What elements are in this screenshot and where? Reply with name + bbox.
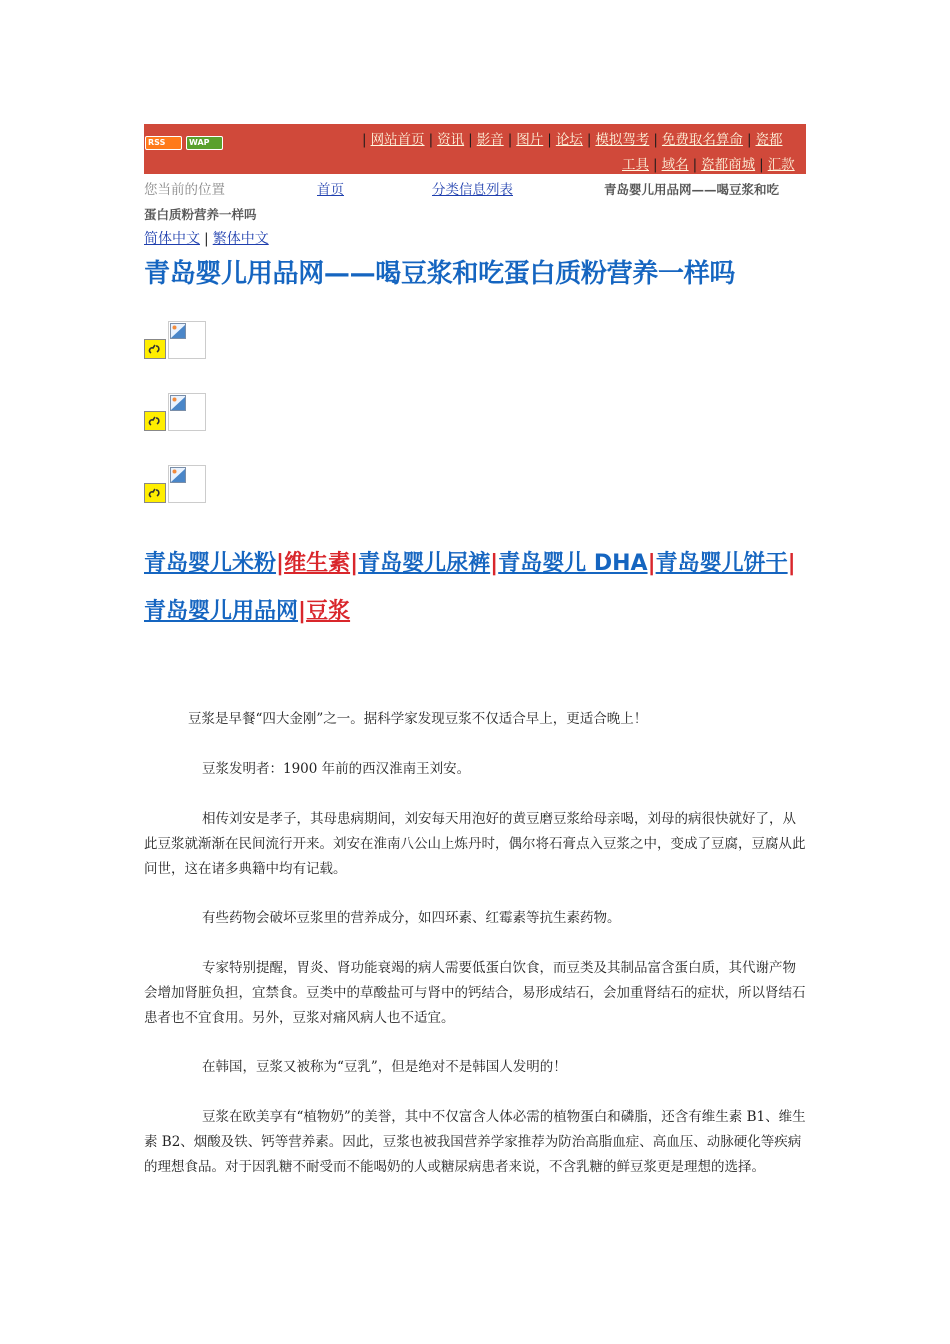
paragraph-1: 豆浆是早餐“四大金刚”之一。据科学家发现豆浆不仅适合早上，更适合晚上！ [188, 711, 648, 727]
tag-link-soymilk[interactable]: 豆浆 [306, 599, 351, 624]
nav-line-2: 工具 | 域名 | 瓷都商城 | 汇款 [622, 157, 795, 173]
image-placeholder-3 [144, 465, 204, 501]
nav-forum[interactable]: 论坛 [555, 132, 583, 148]
nav-naming[interactable]: 免费取名算命 [661, 132, 743, 148]
breadcrumb-home[interactable]: 首页 [317, 182, 344, 198]
language-switch: 简体中文 | 繁体中文 [144, 231, 269, 247]
wap-badge[interactable]: WAP [186, 136, 223, 150]
nav-cidu[interactable]: 瓷都 [755, 132, 783, 148]
nav-domain[interactable]: 域名 [661, 157, 689, 173]
picture-icon [170, 323, 186, 339]
broken-image-icon [144, 411, 166, 431]
tag-link-rice-cereal[interactable]: 青岛婴儿米粉 [144, 551, 277, 576]
nav-remit[interactable]: 汇款 [767, 157, 795, 173]
tag-link-biscuits[interactable]: 青岛婴儿饼干 [655, 551, 788, 576]
lang-simplified[interactable]: 简体中文 [144, 231, 200, 247]
image-placeholder-2 [144, 393, 204, 429]
breadcrumb-list[interactable]: 分类信息列表 [432, 182, 513, 198]
picture-icon [170, 395, 186, 411]
paragraph-2: 豆浆发明者：1900 年前的西汉淮南王刘安。 [202, 761, 471, 777]
nav-video[interactable]: 影音 [476, 132, 504, 148]
breadcrumb-current-cont: 蛋白质粉营养一样吗 [144, 207, 257, 222]
nav-mall[interactable]: 瓷都商城 [701, 157, 756, 173]
rss-badge[interactable]: RSS [145, 136, 182, 150]
nav-driving-test[interactable]: 模拟驾考 [595, 132, 650, 148]
lang-traditional[interactable]: 繁体中文 [212, 231, 269, 247]
page-title: 青岛婴儿用品网——喝豆浆和吃蛋白质粉营养一样吗 [144, 259, 736, 289]
paragraph-7: 豆浆在欧美享有“植物奶”的美誉，其中不仅富含人体必需的植物蛋白和磷脂，还含有维生素 B1、维生素 B2、烟酸及铁、钙等营养素。因此，豆浆也被我国营养学家推荐为防治高脂血症、高血压、动脉硬化等疾病的理想食品。对于因乳糖不耐受而不能喝奶的人或糖尿病患者来说，不含乳糖的鲜豆浆更是理想的选择。 [144, 1109, 806, 1175]
nav-pictures[interactable]: 图片 [516, 132, 544, 148]
paragraph-6: 在韩国，豆浆又被称为“豆乳”，但是绝对不是韩国人发明的！ [202, 1059, 567, 1075]
header-bar [144, 124, 806, 174]
broken-image-icon [144, 339, 166, 359]
image-frame [168, 465, 206, 503]
nav-news[interactable]: 资讯 [437, 132, 465, 148]
paragraph-4: 有些药物会破坏豆浆里的营养成分，如四环素、红霉素等抗生素药物。 [202, 910, 621, 926]
broken-image-icon [144, 483, 166, 503]
nav-line-1: | 网站首页 | 资讯 | 影音 | 图片 | 论坛 | 模拟驾考 | 免费取名算命 | 瓷都 [362, 132, 783, 148]
image-frame [168, 321, 206, 359]
image-placeholder-1 [144, 321, 204, 357]
tag-link-vitamin[interactable]: 维生素 [284, 551, 351, 576]
image-frame [168, 393, 206, 431]
nav-tools[interactable]: 工具 [622, 157, 649, 173]
picture-icon [170, 467, 186, 483]
tag-link-diapers[interactable]: 青岛婴儿尿裤 [358, 551, 491, 576]
feed-badges [145, 136, 223, 150]
paragraph-3: 相传刘安是孝子，其母患病期间，刘安每天用泡好的黄豆磨豆浆给母亲喝，刘母的病很快就好了，从此豆浆就渐渐在民间流行开来。刘安在淮南八公山上炼丹时，偶尔将石膏点入豆浆之中，变成了豆腐，豆腐从此问世，这在诸多典籍中均有记载。 [144, 811, 806, 877]
breadcrumb-current: 青岛婴儿用品网——喝豆浆和吃 [604, 182, 780, 197]
nav-home[interactable]: 网站首页 [370, 132, 425, 148]
paragraph-5: 专家特别提醒，胃炎、肾功能衰竭的病人需要低蛋白饮食，而豆类及其制品富含蛋白质，其代谢产物会增加肾脏负担，宜禁食。豆类中的草酸盐可与肾中的钙结合，易形成结石，会加重肾结石的症状，所以肾结石患者也不宜食用。另外，豆浆对痛风病人也不适宜。 [144, 960, 806, 1026]
breadcrumb-label: 您当前的位置 [144, 182, 225, 198]
tag-link-baby-products[interactable]: 青岛婴儿用品网 [144, 599, 299, 624]
tag-links: 青岛婴儿米粉|维生素|青岛婴儿尿裤|青岛婴儿 DHA|青岛婴儿饼干|青岛婴儿用品网|豆浆 [144, 551, 796, 624]
tag-link-dha[interactable]: 青岛婴儿 DHA [498, 551, 648, 576]
